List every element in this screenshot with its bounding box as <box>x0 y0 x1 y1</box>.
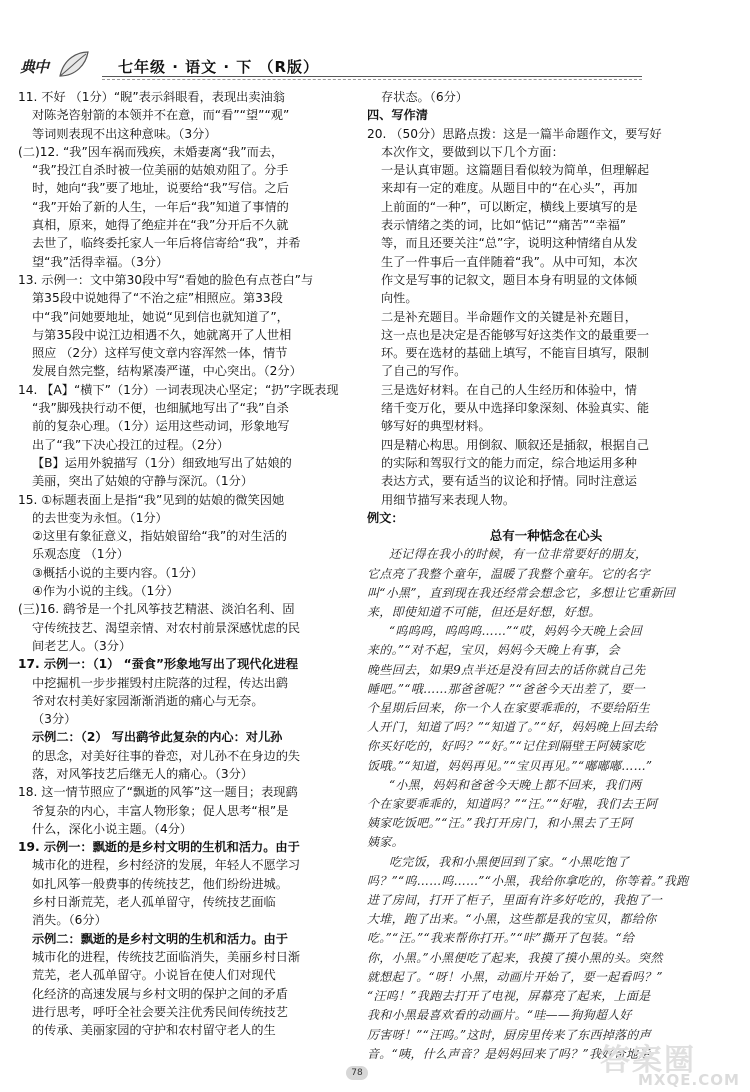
text-line: 中挖掘机一步步摧毁村庄院落的过程，传达出鹞 <box>32 675 288 690</box>
text-line: 示例二：飘逝的是乡村文明的生机和活力。由于 <box>32 931 288 946</box>
section-title: 四、写作清 <box>367 108 428 123</box>
essay-line: 晚些回去，如果9点半还是没有回去的话你就自己先 <box>367 662 646 677</box>
essay-line: 饭哦。”“知道，妈妈再见。”“宝贝再见。”“嘟嘟嘟……” <box>367 758 653 773</box>
essay-line: 厉害呀！”“汪呜。”这时，厨房里传来了东西掉落的声 <box>367 1027 651 1042</box>
text-line: 生了一件事后一直伴随着“我”。从中可知，本次 <box>381 254 638 269</box>
essay-line: 吃。”“汪。”“我来帮你打开。”“咔”撕开了包装。“给 <box>367 931 635 946</box>
text-line: 城市化的进程，乡村经济的发展，年轻人不愿学习 <box>32 858 301 873</box>
text-line: 等，而且还要关注“总”字，说明这种情绪自从发 <box>381 236 638 251</box>
text-line: 示例二：（2） 写出鹞爷此复杂的内心：对儿孙 <box>32 730 283 745</box>
text-line: 19. 示例一：飘逝的是乡村文明的生机和活力。由于 <box>18 840 300 855</box>
essay-line: 姨家吃饭吧。”“汪。”我打开房门，和小黑去了王阿 <box>367 816 633 831</box>
text-line: ③概括小说的主要内容。（1分） <box>32 565 204 580</box>
text-line: 11. 不好 （1分）“睨”表示斜眼看，表现出卖油翁 <box>18 90 285 104</box>
essay-title: 总有一种惦念在心头 <box>489 528 603 544</box>
text-line: 够写好的典型材料。 <box>381 419 491 434</box>
essay-line: 你，小黑。”小黑便吃了起来，我摸了摸小黑的头。突然 <box>367 950 663 965</box>
watermark-url: MXQE.COM <box>638 1071 740 1089</box>
text-line: 中“我”问她要地址，她说“见到信也就知道了”， <box>32 309 289 324</box>
leaf-icon <box>56 50 90 80</box>
text-line: 出了“我”下决心投江的过程。（2分） <box>32 437 230 452</box>
text-line: 17. 示例一：（1） “蚕食”形象地写出了现代化进程 <box>18 657 299 672</box>
text-line: 18. 这一情节照应了“飘逝的风筝”这一题目；表现鹞 <box>18 785 298 800</box>
text-line: 乐观态度 （1分） <box>32 547 129 562</box>
page-number: 78 <box>346 1066 368 1080</box>
book-title: 七年级 · 语文 · 下 （R版） <box>118 58 320 76</box>
text-line: 【B】运用外貌描写（1分）细致地写出了姑娘的 <box>32 455 292 470</box>
text-line: 向性。 <box>381 291 418 306</box>
text-line: 爷对农村美好家园渐渐消逝的痛心与无奈。 <box>32 693 264 708</box>
watermark-text: 答案圈 <box>600 1043 696 1078</box>
header-divider-dashed <box>102 79 642 80</box>
essay-line: 你买好吃的，好吗？”“好。”“记住到隔壁王阿姨家吃 <box>367 739 646 754</box>
text-line: 存状态。（6分） <box>381 90 468 104</box>
essay-line: “呜呜呜，呜呜呜……”“哎，妈妈今天晚上会回 <box>389 624 643 639</box>
text-line: 了自己的写作。 <box>381 364 467 379</box>
text-line: 爷复杂的内心，丰富人物形象；促人思考“根”是 <box>32 803 289 818</box>
text-line: 等词则表现不出这种意味。（3分） <box>32 126 217 141</box>
brand-logo <box>20 50 80 80</box>
text-line: 荒芜，老人孤单留守。小说旨在使人们对现代 <box>32 968 276 983</box>
essay-line: 姨家。 <box>367 835 404 850</box>
text-line: 进行思考，呼吁全社会要关注优秀民间传统技艺 <box>32 1004 288 1019</box>
essay-line: 吗？”“呜……呜……”“小黑，我给你拿吃的，你等着。”我跑 <box>367 873 689 888</box>
text-line: 绪千变万化，要从中选择印象深刻、体验真实、能 <box>381 401 650 416</box>
essay-line: 它点亮了我整个童年，温暖了我整个童年。它的名字 <box>367 566 650 581</box>
text-line: 20. （50分）思路点拨：这是一篇半命题作文，要写好 <box>367 126 662 141</box>
text-line: （3分） <box>32 712 77 727</box>
text-line: 环。要在选材的基础上填写，不能盲目填写，限制 <box>381 346 650 361</box>
text-line: 时，她向“我”要了地址，说要给“我”写信。之后 <box>32 181 289 196</box>
text-line: 来却有一定的难度。从题目中的“在心头”，再加 <box>381 181 638 196</box>
text-line: 四是精心构思。用倒叙、顺叙还是插叙，根据自己 <box>381 437 650 452</box>
text-line: 二是补充题目。半命题作文的关键是补充题目， <box>381 309 637 324</box>
text-line: 作文是写事的记叙文，题目本身有明显的文体倾 <box>381 272 637 287</box>
text-line: 一是认真审题。这篇题目看似较为简单，但理解起 <box>381 163 650 178</box>
text-line: 与第35段中说江边相遇不久，她就离开了人世相 <box>32 327 292 342</box>
text-line: 的思念，对美好往事的眷恋，对儿孙不在身边的失 <box>32 748 301 763</box>
left-column <box>18 88 355 1039</box>
essay-line: 人开门，知道了吗？”“知道了。”“好，妈妈晚上回去给 <box>367 720 658 735</box>
header-divider <box>102 76 642 77</box>
essay-line: 个在家要乖乖的，知道吗？”“汪。”“好啦，我们去王阿 <box>367 797 658 812</box>
essay-line: “小黑，妈妈和爸爸今天晚上都不回来，我们两 <box>389 777 642 792</box>
text-line: 用细节描写来表现人物。 <box>381 492 516 507</box>
essay-line: 个星期后回来，你一个人在家要乖乖的，不要给陌生 <box>367 701 650 716</box>
text-line: 间老艺人。（3分） <box>32 638 132 653</box>
text-line: 14. 【A】“横下”（1分）一词表现决心坚定；“扔”字既表现 <box>18 382 339 397</box>
logo-text: 典中 <box>20 58 49 76</box>
essay-line: 来的。”“对不起，宝贝，妈妈今天晚上有事，会 <box>367 643 620 658</box>
text-line: 城市化的进程，传统技艺面临消失，美丽乡村日渐 <box>32 949 301 964</box>
text-line: 发展自然完整，结构紧凑严谨，中心突出。（2分） <box>32 364 302 379</box>
text-line: 前的复杂心理。（1分）运用这些动词，形象地写 <box>32 419 290 434</box>
essay-line: 进了房间，打开了柜子，里面有许多好吃的，我抱了一 <box>367 893 663 908</box>
text-line: 什么，深化小说主题。（4分） <box>32 821 193 836</box>
text-line: 化经济的高速发展与乡村文明的保护之间的矛盾 <box>32 986 288 1001</box>
text-line: 的实际和驾驭行文的能力而定，综合地运用多种 <box>381 455 637 470</box>
text-line: 第35段中说她得了“不治之症”相照应。第33段 <box>32 291 283 306</box>
text-line: “我”开始了新的人生，一年后“我”知道了事情的 <box>32 199 289 214</box>
text-line: 的去世变为永恒。（1分） <box>32 510 168 525</box>
example-label: 例文： <box>367 510 404 525</box>
right-column <box>367 88 725 1064</box>
text-line: (二)12. “我”因车祸而残疾，未婚妻离“我”而去， <box>18 144 284 159</box>
text-line: 美丽，突出了姑娘的守静与深沉。（1分） <box>32 474 254 489</box>
essay-line: 睡吧。”“哦……那爸爸呢？”“爸爸今天出差了，要一 <box>367 681 646 696</box>
text-line: 照应 （2分）这样写使文章内容浑然一体，情节 <box>32 346 288 361</box>
text-line: 守传统技艺、渴望亲情、对农村前景深感忧虑的民 <box>32 620 301 635</box>
text-line: ②这里有象征意义，指姑娘留给“我”的对生活的 <box>32 529 288 544</box>
text-line: “我”投江自杀时被一位美丽的姑娘劝阻了。分手 <box>32 163 289 178</box>
text-line: 望“我”活得幸福。（3分） <box>32 254 169 269</box>
text-line: 13. 示例一：文中第30段中写“看她的脸色有点苍白”与 <box>18 272 314 287</box>
essay-line: 还记得在我小的时候，有一位非常要好的朋友， <box>389 547 648 562</box>
text-line: 真相，原来，她得了绝症并在“我”分开后不久就 <box>32 218 289 233</box>
essay-line: 吃完饭，我和小黑便回到了家。“小黑吃饱了 <box>389 854 630 869</box>
text-line: 对陈尧咨射箭的本领并不在意，而“看”“望”“观” <box>32 108 290 123</box>
text-line: 这一点也是决定是否能够写好这类作文的最重要一 <box>381 327 650 342</box>
text-line: 乡村日渐荒芜，老人孤单留守，传统技艺面临 <box>32 895 276 910</box>
essay-line: 音。“咦，什么声音？是妈妈回来了吗？”我好奇地走 <box>367 1046 651 1061</box>
text-line: 上前面的“一种”，可以断定，横线上要填写的是 <box>381 199 638 214</box>
text-line: 消失。（6分） <box>32 913 107 928</box>
essay-line: “汪呜！”我跑去打开了电视，屏幕亮了起来，上面是 <box>367 989 651 1004</box>
text-line: 去世了，临终委托家人一年后将信寄给“我”，并希 <box>32 236 301 251</box>
essay-line: 就想起了。“呀！小黑，动画片开始了，要一起看吗？” <box>367 969 663 984</box>
text-line: 15. ①标题表面上是指“我”见到的姑娘的微笑因她 <box>18 492 285 507</box>
text-line: 三是选好材料。在自己的人生经历和体验中，情 <box>381 382 637 397</box>
page-header <box>14 48 739 86</box>
essay-line: 叫“小黑”，直到现在我还经常会想念它，多想让它重新回 <box>367 585 676 600</box>
text-line: “我”脚残抉行动不便，也细腻地写出了“我”自杀 <box>32 401 289 416</box>
text-line: 落，对风筝技艺后继无人的痛心。（3分） <box>32 766 254 781</box>
site-watermark <box>600 1035 745 1090</box>
essay-line: 我和小黑最喜欢看的动画片。“哇——狗狗超人好 <box>367 1008 632 1023</box>
text-line: 的传承、美丽家园的守护和农村留守老人的生 <box>32 1023 276 1038</box>
essay-line: 来，即使知道不可能，但还是好想，好想。 <box>367 605 601 620</box>
text-line: 表达方式，要有适当的议论和抒情。同时注意运 <box>381 474 637 489</box>
text-line: 如扎风筝一般费事的传统技艺，他们纷纷进城。 <box>32 876 288 891</box>
essay-line: 大堆，跑了出来。“小黑，这些都是我的宝贝，都给你 <box>367 912 657 927</box>
text-line: ④作为小说的主线。（1分） <box>32 584 179 599</box>
text-line: (三)16. 鹞爷是一个扎风筝技艺精湛、淡泊名利、固 <box>18 602 295 617</box>
text-line: 表示情绪之类的词，比如“惦记”“痛苦”“幸福” <box>381 218 627 233</box>
text-line: 本次作文，要做到以下几个方面： <box>381 144 564 159</box>
